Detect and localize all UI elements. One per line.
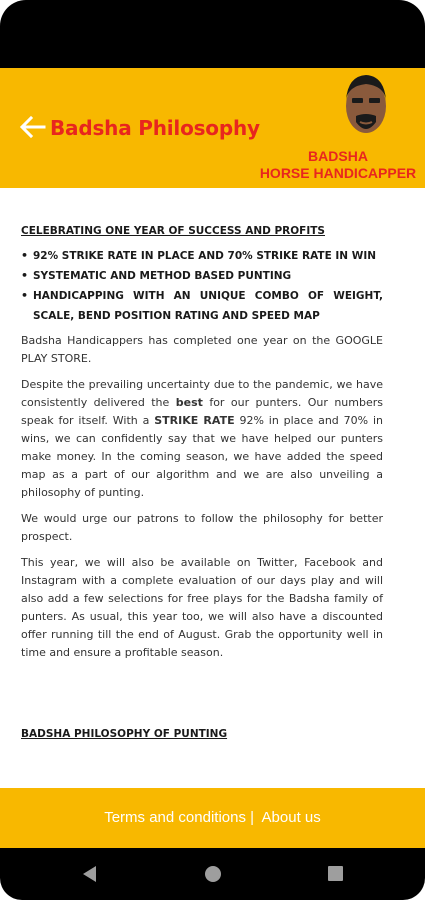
footer-bar (0, 788, 425, 848)
list-item: • HANDICAPPING WITH AN UNIQUE COMBO OF WEIGHT, SCALE, BEND POSITION RATING AND SPEED MAP (21, 286, 383, 326)
footer-separator: | (245, 809, 262, 826)
footer-links (0, 809, 425, 826)
terms-link[interactable]: Terms and conditions (104, 809, 246, 826)
brand-line-1: BADSHA (308, 148, 368, 164)
nav-home-icon[interactable] (204, 864, 222, 884)
list-item: • SYSTEMATIC AND METHOD BASED PUNTING (21, 266, 383, 286)
paragraph-text: Despite the prevailing uncertainty due to the pandemic, we have consistently delivered the (21, 378, 383, 409)
app-bar (0, 68, 425, 188)
avatar (338, 70, 394, 144)
paragraph-social: This year, we will also be available on Twitter, Facebook and Instagram with a complete evaluation of our days play and will also add a few selections for free plays for the Badsha family of punters. As usual, this year too, we will also have a discounted offer running till the end of August. Grab the opportunity well in time and ensure a profitable season. (21, 556, 383, 659)
highlights-list (21, 246, 383, 326)
section-heading: BADSHA PHILOSOPHY OF PUNTING (21, 728, 228, 740)
bold-text: STRIKE RATE (154, 414, 235, 427)
article-heading: CELEBRATING ONE YEAR OF SUCCESS AND PROFITS (21, 225, 325, 237)
paragraph-text: 92% in place and 70% in wins, we can confidently say that we have helped our punters make money. In the coming season, we have added the speed map as a part of our algorithm and we are also unveiling a philosophy of punting. (21, 414, 383, 499)
list-item: • 92% STRIKE RATE IN PLACE AND 70% STRIKE RATE IN WIN (21, 246, 383, 266)
page-title: Badsha Philosophy (50, 116, 260, 140)
bold-text: best (175, 396, 203, 409)
article-body (21, 222, 383, 670)
arrow-left-icon[interactable] (18, 115, 46, 139)
nav-back-icon[interactable] (80, 864, 98, 884)
paragraph-performance (21, 376, 383, 502)
system-nav-bar (0, 848, 425, 900)
about-link[interactable]: About us (261, 809, 321, 826)
paragraph-intro: Badsha Handicappers has completed one year on the GOOGLE PLAY STORE. (21, 334, 383, 365)
status-bar (0, 0, 425, 68)
brand-line-2: HORSE HANDICAPPER (259, 165, 417, 181)
nav-recents-icon[interactable] (327, 864, 345, 884)
paragraph-text: for our punters. Our numbers speak for itself. With a (21, 396, 384, 427)
paragraph-urge: We would urge our patrons to follow the philosophy for better prospect. (21, 512, 383, 543)
